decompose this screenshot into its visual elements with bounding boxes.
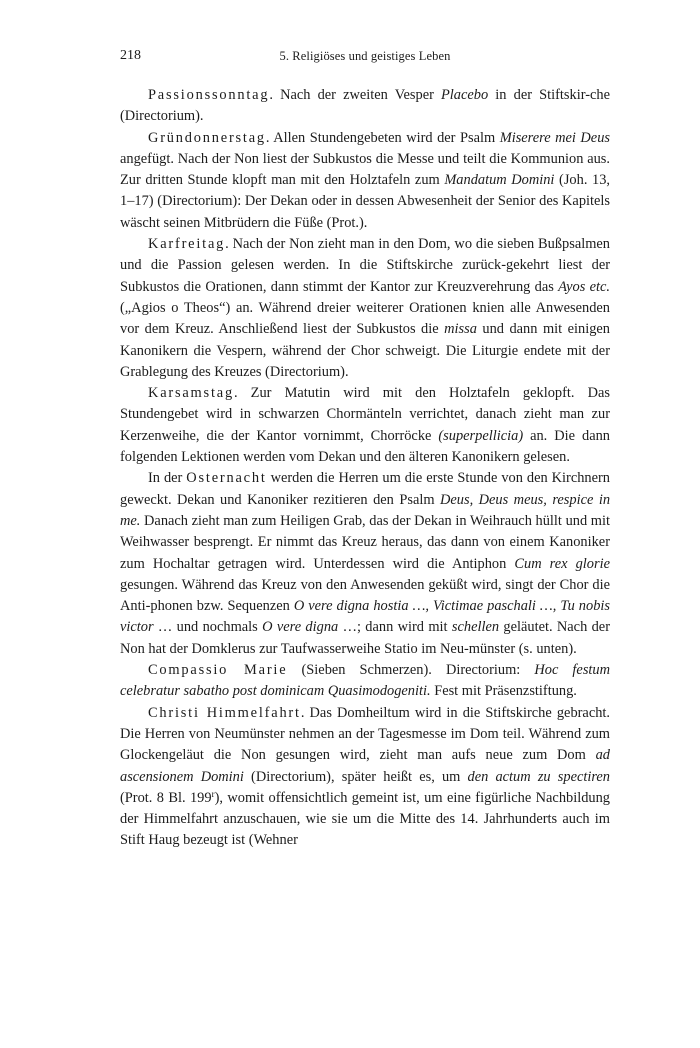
italic-text: den actum zu spectiren [467,768,610,785]
italic-text: schellen [451,619,500,636]
spaced-heading: Karsamstag [148,385,234,402]
text-run: gesungen. Während das Kreuz von den Anwesenden geküßt wird, singt der Chor die Anti-phonen bzw. Sequenzen [120,576,610,615]
spaced-heading: Christi Himmelfahrt [148,704,301,721]
paragraph [120,234,610,383]
italic-text: Mandatum Domini [444,172,555,189]
superscript: r [211,788,215,799]
paragraph [120,85,610,128]
text-run: in der Stiftskir-che (Directorium). [120,87,610,125]
italic-text: missa [444,321,477,338]
page-number: 218 [120,48,141,63]
text-run: (Joh. 13, 1–17) (Directorium): Der Dekan oder in dessen Abwesenheit der Senior des Kapitels wäscht seinen Mitbrüdern die Füße (Prot.). [120,172,610,231]
italic-text: Ayos etc. [558,278,610,295]
text-run: Danach zieht man zum Heiligen Grab, das der Dekan in Weihrauch hüllt und mit Weihwasser besprengt. Er nimmt das Kreuz heraus, das dann von einem Kanoniker zum Hochaltar getragen wird. Unterdessen wird die Antiphon [120,512,610,572]
text-run: und dann mit einigen Kanonikern die Vespern, während der Chor schweigt. Die Liturgie endete mit der Grablegung des Kreuzes (Directorium). [120,321,610,380]
italic-text: Hoc festum celebratur sabatho post dominicam Quasimodogeniti. [120,662,611,700]
italic-text: Miserere mei Deus [499,129,610,146]
text-run: geläutet. Nach der Non hat der Domklerus zur Taufwasserweihe Statio im Neu-münster (s. unten). [120,619,610,657]
text-run: (Sieben Schmerzen). Directorium: [287,662,535,679]
paragraph [120,703,610,852]
text-run: (Prot. 8 Bl. 199 [120,789,212,806]
text-run: an. Die dann folgenden Lektionen werden vom Dekan und den älteren Kanonikern gelesen. [120,427,610,466]
spaced-heading: Gründonnerstag [148,129,266,146]
italic-text: O vere digna [262,619,339,636]
text-run: ), womit offensichtlich gemeint ist, um eine figürliche Nachbildung der Himmelfahrt anzuschauen, wie sie um die Mitte des 14. Jahrhunderts auch im Stift Haug bezeugt ist (Wehner [120,789,610,849]
italic-text: (superpellicia) [438,427,524,444]
text-run: . Nach der zweiten Vesper [269,87,442,103]
italic-text: O vere digna hostia …, Victimae paschali …, Tu nobis victor [120,598,610,636]
text-run: . Das Domheiltum wird in die Stiftskirche gebracht. Die Herren von Neumünster nehmen an der Tagesmesse im Dom teil. Während zum Glockengeläut die Non gesungen wird, zieht man aufs neue zum Dom [120,704,610,764]
body-text [120,85,610,852]
spaced-heading: Osternacht [186,470,267,487]
italic-text: Placebo [441,87,489,103]
paragraph [120,128,610,234]
paragraph [120,468,610,660]
text-run: . Zur Matutin wird mit den Holztafeln geklopft. Das Stundengebet wird in schwarzen Chormänteln verrichtet, danach zieht man zur Kerzenweihe, die der Kantor vornimmt, Chorröcke [120,385,610,444]
text-run: Fest mit Präsenzstiftung. [430,683,577,700]
page-header [120,46,610,68]
italic-text: Cum rex glorie [514,555,610,572]
text-run: („Agios o Theos“) an. Während dreier weiterer Orationen knien alle Anwesenden vor dem Kreuz. Anschließend liest der Subkustos die [120,299,610,338]
text-run: . Nach der Non zieht man in den Dom, wo die sieben Bußpsalmen und die Passion gelesen werden. In die Stiftskirche zurück-gekehrt liest der Subkustos die Orationen, dann stimmt der Kantor zur Kreuzverehrung das [120,236,610,295]
running-head: 5. Religiöses und geistiges Leben [279,49,451,63]
spaced-heading: Passionssonntag [148,87,270,103]
paragraph [120,660,610,703]
spaced-heading: Compassio Marie [148,662,288,679]
italic-text: Deus, Deus meus, respice in me. [120,491,611,529]
text-run: (Directorium), später heißt es, um [243,768,468,785]
text-run: angefügt. Nach der Non liest der Subkustos die Messe und teilt die Kommunion aus. Zur dritten Stunde klopft man mit den Holztafeln zum [120,150,610,189]
italic-text: ad ascensionem Domini [120,747,610,785]
spaced-heading: Karfreitag [148,236,226,253]
paragraph [120,383,610,468]
text-run: In der [148,470,187,487]
text-run: . Allen Stundengebeten wird der Psalm [265,129,500,146]
text-run: …; dann wird mit [338,619,452,636]
text-run: … und nochmals [153,619,263,636]
text-run: werden die Herren um die erste Stunde von den Kirchnern geweckt. Dekan und Kanoniker rezitieren den Psalm [120,470,610,508]
